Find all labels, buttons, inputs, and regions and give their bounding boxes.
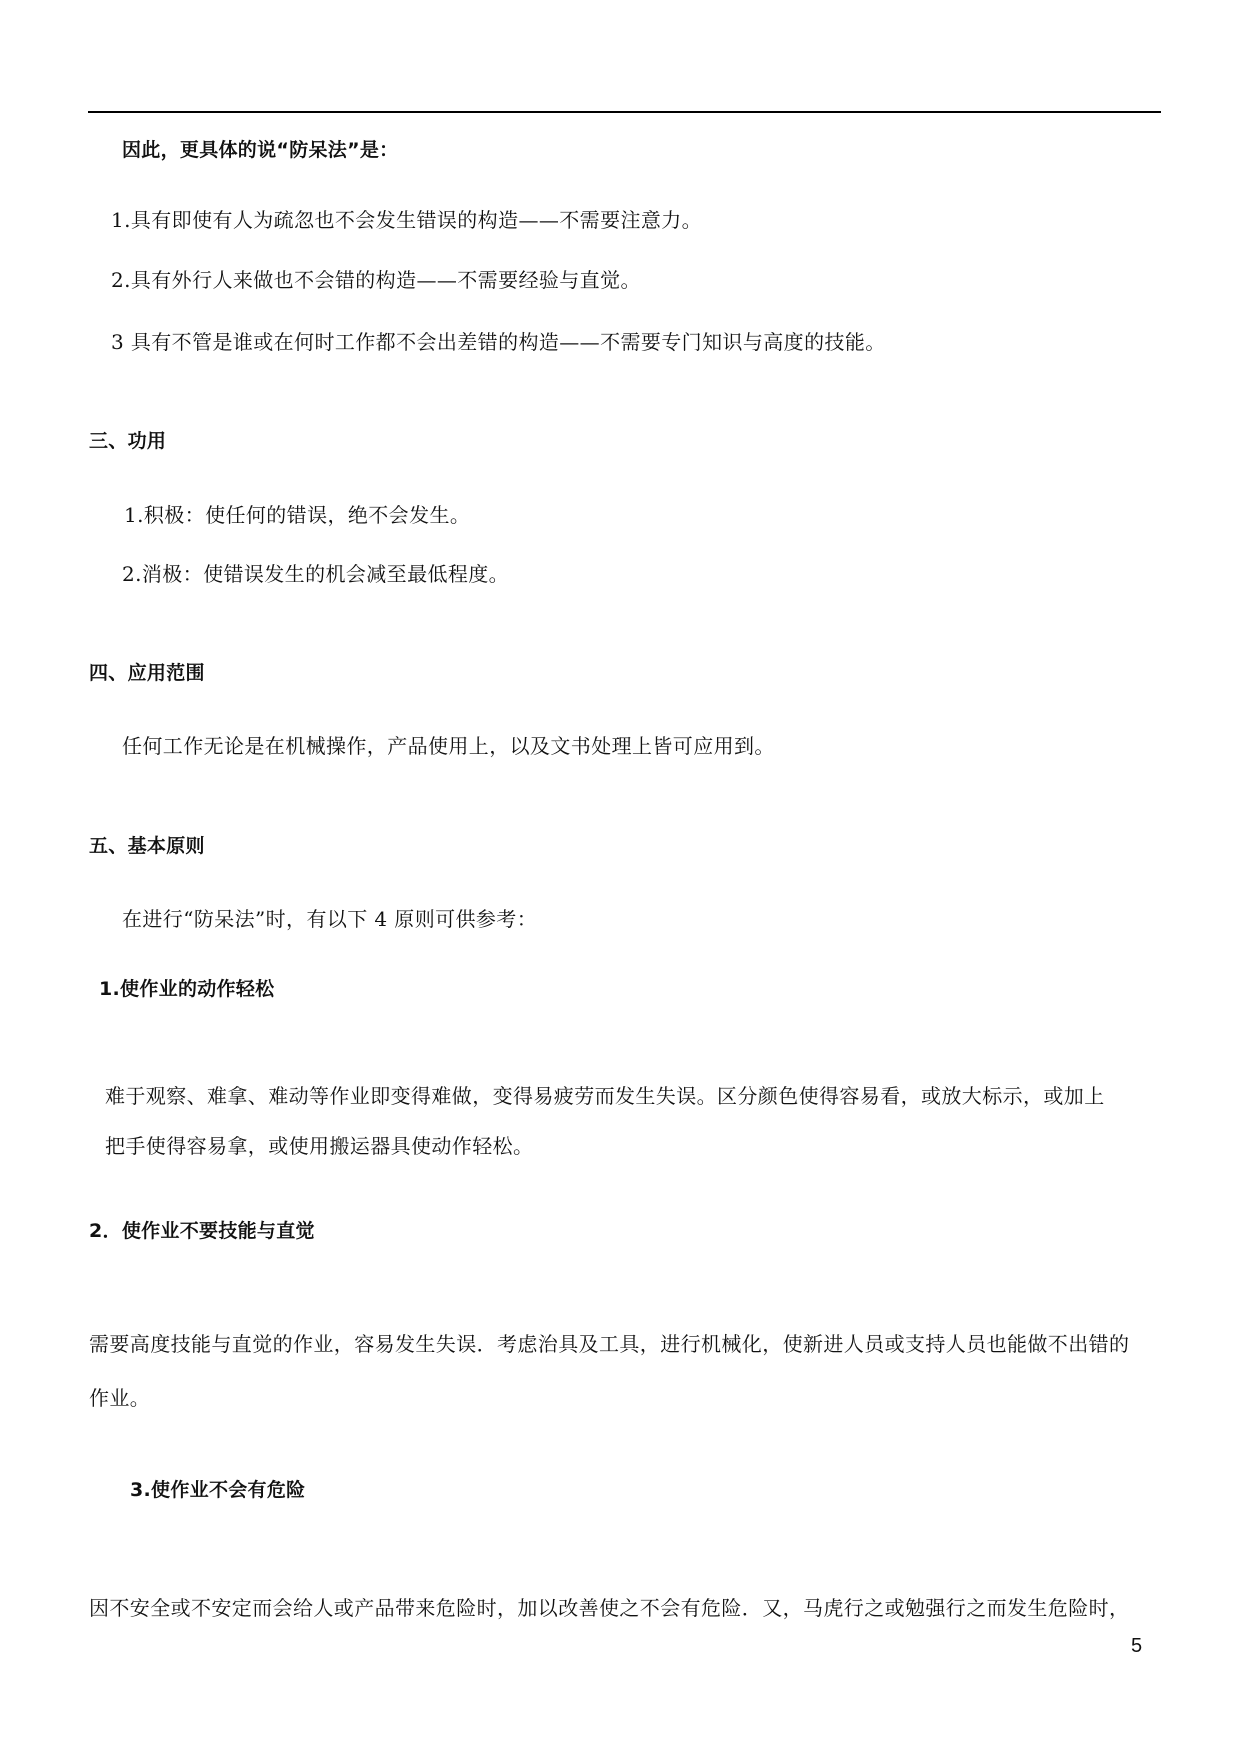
intro-item-3: 3 具有不管是谁或在何时工作都不会出差错的构造——不需要专门知识与高度的技能。	[111, 330, 886, 354]
principle-2-line-2: 作业。	[89, 1386, 151, 1410]
section-heading-scope: 四、应用范围	[89, 662, 205, 684]
principle-1-title: 1.使作业的动作轻松	[99, 978, 275, 1000]
intro-lead: 因此，更具体的说“防呆法”是：	[122, 139, 399, 161]
principle-3-title: 3.使作业不会有危险	[130, 1479, 306, 1501]
principle-2-title: 2．使作业不要技能与直觉	[89, 1220, 315, 1242]
section-heading-principles: 五、基本原则	[89, 835, 205, 857]
principle-3-line-1: 因不安全或不安定而会给人或产品带来危险时，加以改善使之不会有危险．又，马虎行之或勉强行之而发生危险时，	[89, 1596, 1130, 1620]
scope-body: 任何工作无论是在机械操作，产品使用上，以及文书处理上皆可应用到。	[122, 734, 775, 758]
intro-item-2: 2.具有外行人来做也不会错的构造——不需要经验与直觉。	[111, 268, 641, 292]
intro-item-1: 1.具有即使有人为疏忽也不会发生错误的构造——不需要注意力。	[111, 208, 703, 232]
section-heading-function: 三、功用	[89, 430, 167, 452]
header-rule	[88, 111, 1161, 113]
principle-2-line-1: 需要高度技能与直觉的作业，容易发生失误．考虑治具及工具，进行机械化，使新进人员或支持人员也能做不出错的	[89, 1332, 1130, 1356]
principle-1-line-2: 把手使得容易拿，或使用搬运器具使动作轻松。	[105, 1134, 534, 1158]
principle-1-line-1: 难于观察、难拿、难动等作业即变得难做，变得易疲劳而发生失误。区分颜色使得容易看，或放大标示，或加上	[105, 1084, 1105, 1108]
function-item-1: 1.积极：使任何的错误，绝不会发生。	[124, 503, 471, 527]
principles-intro: 在进行“防呆法”时，有以下 4 原则可供参考：	[122, 907, 538, 931]
function-item-2: 2.消极：使错误发生的机会减至最低程度。	[122, 562, 510, 586]
page-number: 5	[1131, 1635, 1143, 1657]
